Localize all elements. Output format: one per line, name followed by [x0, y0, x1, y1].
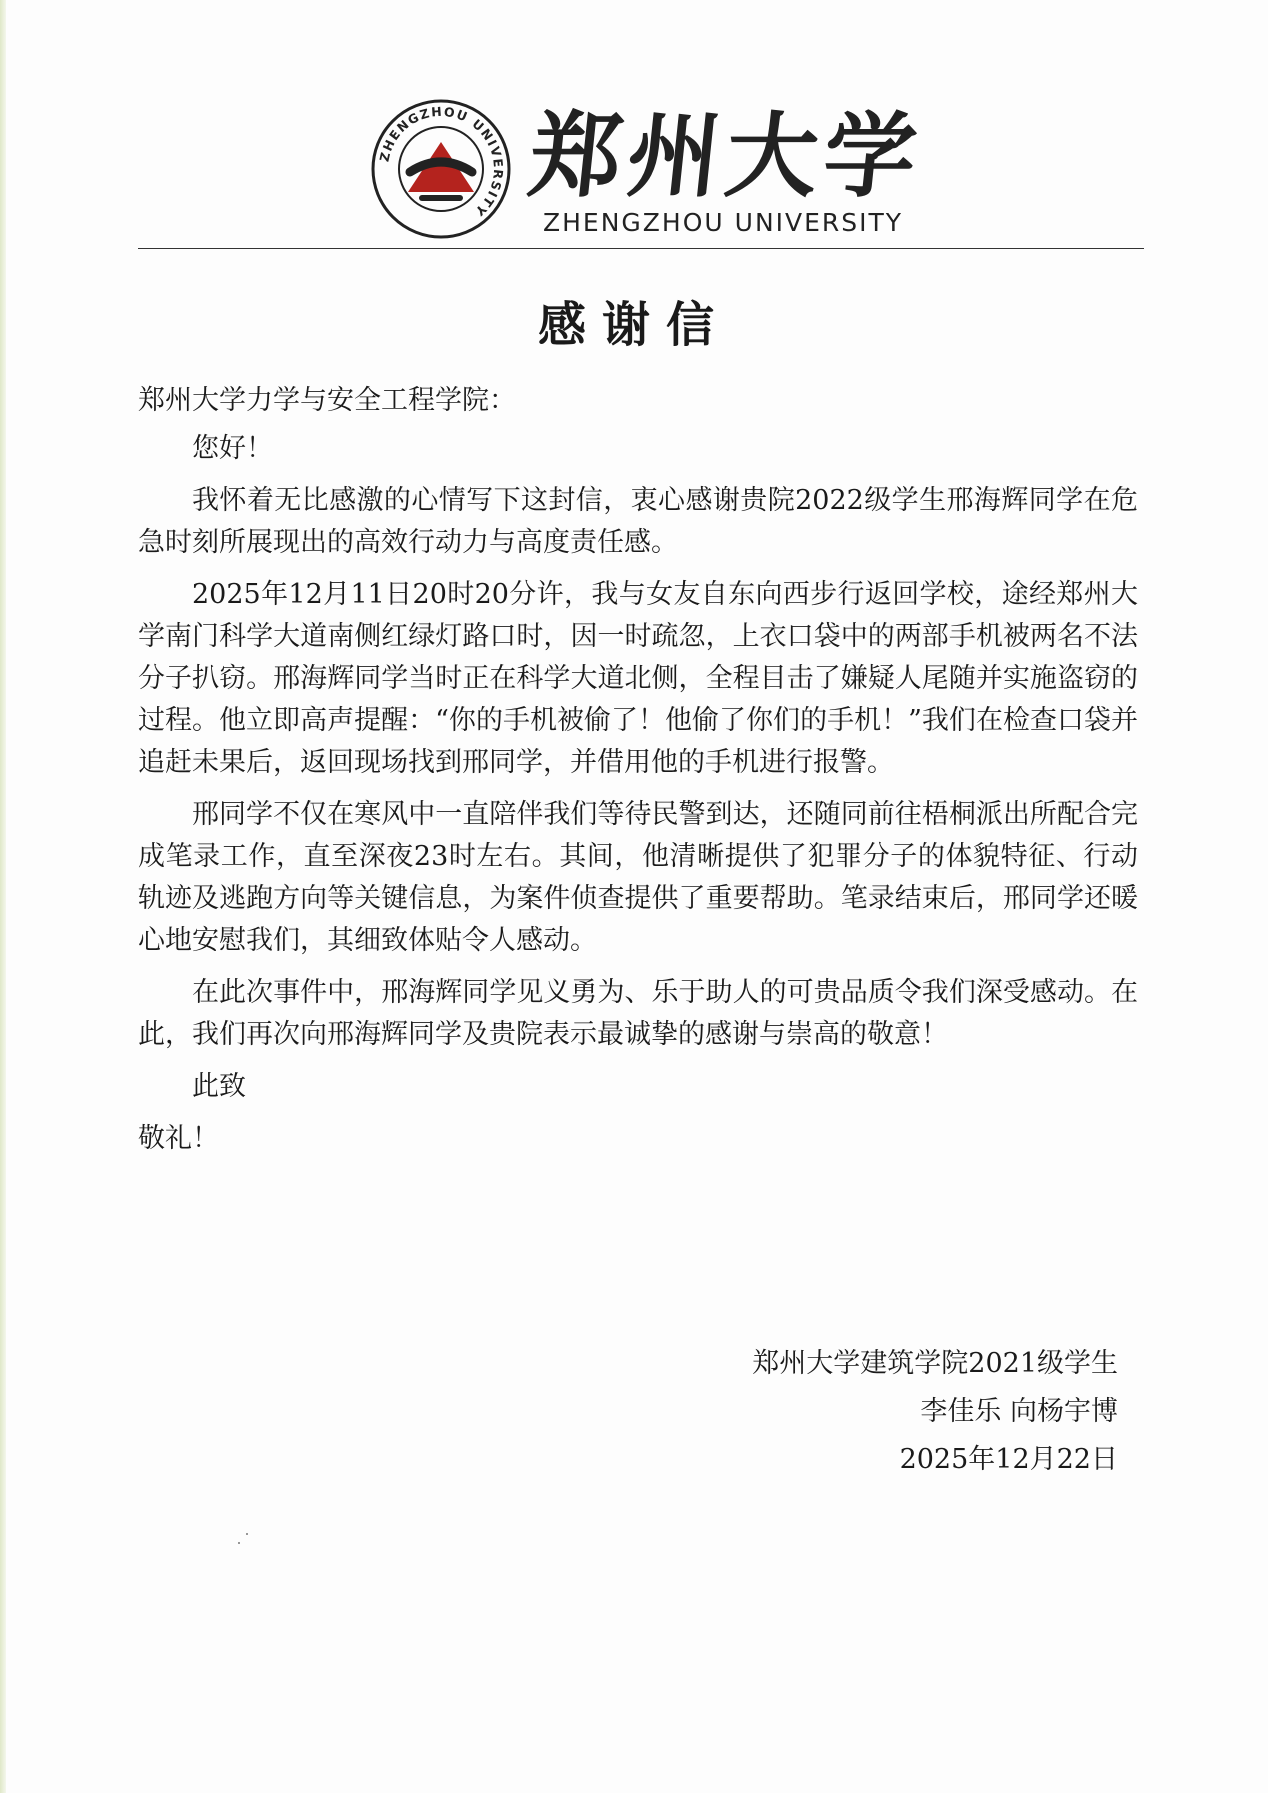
header-divider	[138, 248, 1144, 249]
letterhead	[370, 98, 928, 248]
signature-block	[752, 1343, 1118, 1487]
svg-text:ZHENGZHOU UNIVERSITY: ZHENGZHOU UNIVERSITY	[376, 103, 507, 220]
paragraph-4: 在此次事件中，邢海辉同学见义勇为、乐于助人的可贵品质令我们深受感动。在此，我们再次向邢海辉同学及贵院表示最诚挚的感谢与崇高的敬意！	[138, 977, 1138, 1050]
paragraph-3: 邢同学不仅在寒风中一直陪伴我们等待民警到达，还随同前往梧桐派出所配合完成笔录工作，直至深夜23时左右。其间，他清晰提供了犯罪分子的体貌特征、行动轨迹及逃跑方向等关键信息，为案件侦查提供了重要帮助。笔录结束后，邢同学还暖心地安慰我们，其细致体贴令人感动。	[138, 799, 1138, 956]
paragraph-2: 2025年12月11日20时20分许，我与女友自东向西步行返回学校，途经郑州大学南门科学大道南侧红绿灯路口时，因一时疏忽，上衣口袋中的两部手机被两名不法分子扒窃。邢海辉同学当时正在科学大道北侧，全程目击了嫌疑人尾随并实施盗窃的过程。他立即高声提醒：“你的手机被偷了！他偷了你们的手机！”我们在检查口袋并追赶未果后，返回现场找到邢同学，并借用他的手机进行报警。	[138, 579, 1138, 778]
paragraph-1: 我怀着无比感激的心情写下这封信，衷心感谢贵院2022级学生邢海辉同学在危急时刻所展现出的高效行动力与高度责任感。	[138, 485, 1138, 558]
signature-organization: 郑州大学建筑学院2021级学生	[752, 1348, 1118, 1379]
scan-speck	[246, 1533, 248, 1535]
closing-salute: 敬礼！	[138, 1123, 219, 1154]
university-name-cn: 郑州大学	[524, 102, 928, 210]
signature-names: 李佳乐 向杨宇博	[920, 1396, 1118, 1427]
greeting: 您好！	[192, 433, 273, 464]
university-name-en: ZHENGZHOU UNIVERSITY	[543, 208, 904, 237]
scan-speck	[238, 1542, 240, 1544]
university-seal-logo	[370, 98, 512, 240]
closing-phrase: 此致	[192, 1071, 246, 1102]
letter-title: 感谢信	[537, 297, 730, 353]
recipient-line: 郑州大学力学与安全工程学院：	[138, 385, 516, 416]
signature-date: 2025年12月22日	[899, 1444, 1118, 1475]
page-edge	[0, 0, 6, 1793]
letter-body	[138, 380, 1138, 1160]
